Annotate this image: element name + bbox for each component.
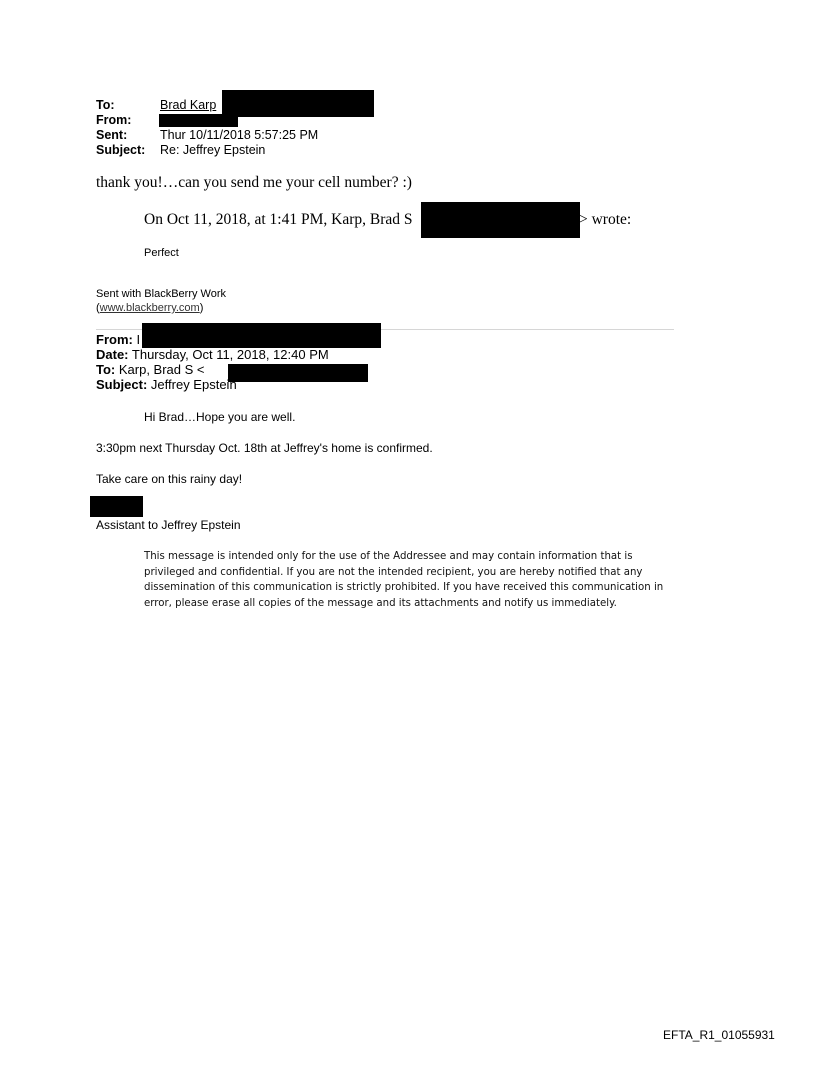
original-body-line: 3:30pm next Thursday Oct. 18th at Jeffrey's home is confirmed. (96, 441, 433, 455)
original-greeting: Hi Brad…Hope you are well. (144, 410, 296, 424)
document-id: EFTA_R1_01055931 (663, 1028, 775, 1042)
quote-signature-link-line: (www.blackberry.com) (96, 302, 204, 314)
redaction-box (222, 90, 374, 117)
quote-text: Perfect (144, 247, 179, 259)
original-body-line: Take care on this rainy day! (96, 472, 243, 486)
header-sent-label: Sent: (96, 128, 128, 142)
original-to-line: To: Karp, Brad S < (96, 362, 205, 377)
header-from-label: From: (96, 113, 132, 127)
redaction-box (142, 323, 381, 348)
header-sent-value: Thur 10/11/2018 5:57:25 PM (160, 128, 319, 142)
disclaimer-text: This message is intended only for the use of the Addressee and may contain information that is privileged and confidential. If you are not the intended recipient, you are hereby notified that any dissemination of this communication is strictly prohibited. If you have received this communication in error, please erase all copies of the message and its attachments and notify us immediately. (144, 551, 664, 609)
original-from-line: From: I (96, 332, 141, 347)
blackberry-link[interactable]: www.blackberry.com (99, 302, 200, 314)
signature-title: Assistant to Jeffrey Epstein (96, 518, 241, 532)
redaction-box (90, 496, 143, 517)
header-to-value: Brad Karp (160, 98, 217, 112)
header-subject-label: Subject: (96, 143, 146, 157)
redaction-box (228, 364, 368, 382)
original-subject-line: Subject: Jeffrey Epstein (96, 377, 237, 392)
redaction-box (421, 202, 580, 238)
quote-intro: On Oct 11, 2018, at 1:41 PM, Karp, Brad S (144, 211, 413, 228)
original-date-line: Date: Thursday, Oct 11, 2018, 12:40 PM (96, 347, 329, 362)
header-to-label: To: (96, 98, 115, 112)
quote-intro-end: > wrote: (579, 211, 632, 228)
reply-body: thank you!…can you send me your cell number? :) (96, 174, 412, 191)
redaction-box (159, 114, 238, 127)
quote-signature: Sent with BlackBerry Work (96, 288, 227, 300)
header-subject-value: Re: Jeffrey Epstein (160, 143, 266, 157)
